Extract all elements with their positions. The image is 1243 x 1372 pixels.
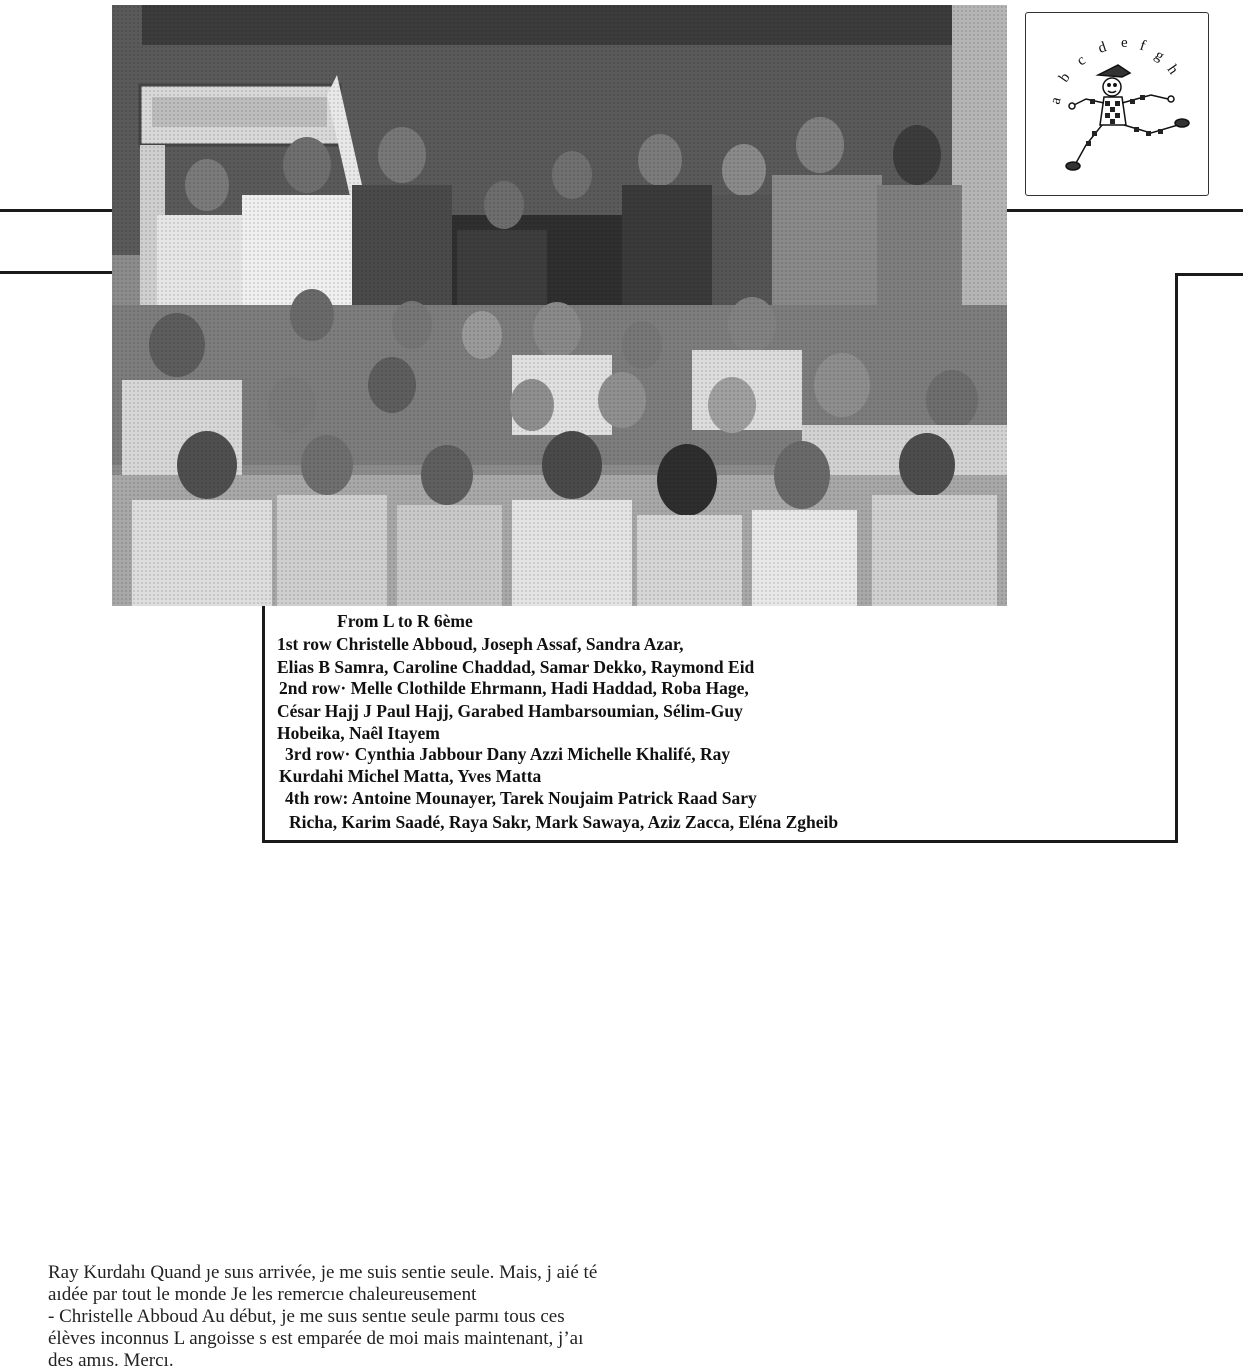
caption-line: Richa, Karim Saadé, Raya Sakr, Mark Sawaya, Aziz Zacca, Eléna Zgheib: [289, 812, 839, 832]
caption-line: 2nd row· Melle Clothilde Ehrmann, Hadi Haddad, Roba Hage,: [279, 678, 749, 698]
logo-letter-h: h: [1163, 62, 1182, 78]
logo-letter-d: d: [1096, 39, 1109, 57]
rule-right-top: [1007, 209, 1243, 212]
caption-line: Kurdahi Michel Matta, Yves Matta: [279, 766, 542, 786]
logo-letter-a: a: [1047, 95, 1065, 107]
caption-line: Hobeika, Naêl Itayem: [277, 723, 440, 743]
logo-letter-e: e: [1121, 35, 1128, 51]
caption-line: 3rd row· Cynthia Jabbour Dany Azzi Michelle Khalifé, Ray: [285, 744, 731, 764]
caption-line: César Hajj J Paul Hajj, Garabed Hambarsoumian, Sélim-Guy: [277, 701, 743, 721]
logo-letter-f: f: [1137, 37, 1148, 55]
alphabet-clown-logo: [1025, 12, 1209, 196]
logo-letter-b: b: [1056, 69, 1074, 86]
clown-icon: [1066, 65, 1189, 170]
quote-line: - Christelle Abboud Au début, je me suıs sentıe seule parmı tous ces: [48, 1306, 565, 1327]
rule-left-bottom: [0, 271, 112, 274]
caption-line: 4th row: Antoine Mounayer, Tarek Noujaim Patrick Raad Sary: [285, 788, 757, 808]
quote-line: élèves inconnus L angoisse s est emparée de moi mais maintenant, j’aı: [48, 1328, 584, 1349]
caption-line: Elias B Samra, Caroline Chaddad, Samar Dekko, Raymond Eid: [277, 657, 755, 677]
rule-right-bottom: [1175, 273, 1243, 276]
caption-line: 1st row Christelle Abboud, Joseph Assaf, Sandra Azar,: [277, 634, 684, 654]
photo-caption: [262, 606, 1178, 843]
quote-line: des amıs. Mercı.: [48, 1350, 174, 1371]
quote-line: aıdée par tout le monde Je les remercıe chaleureusement: [48, 1284, 477, 1305]
logo-letter-g: g: [1151, 47, 1168, 65]
quote-line: Ray Kurdahı Quand ȷe suıs arrivée, je me suis sentie seule. Mais, j aié té: [48, 1262, 598, 1283]
class-photo: [112, 5, 1007, 606]
caption-heading: From L to R 6ème: [337, 611, 473, 631]
rule-left-top: [0, 209, 112, 212]
logo-letter-c: c: [1074, 52, 1089, 70]
